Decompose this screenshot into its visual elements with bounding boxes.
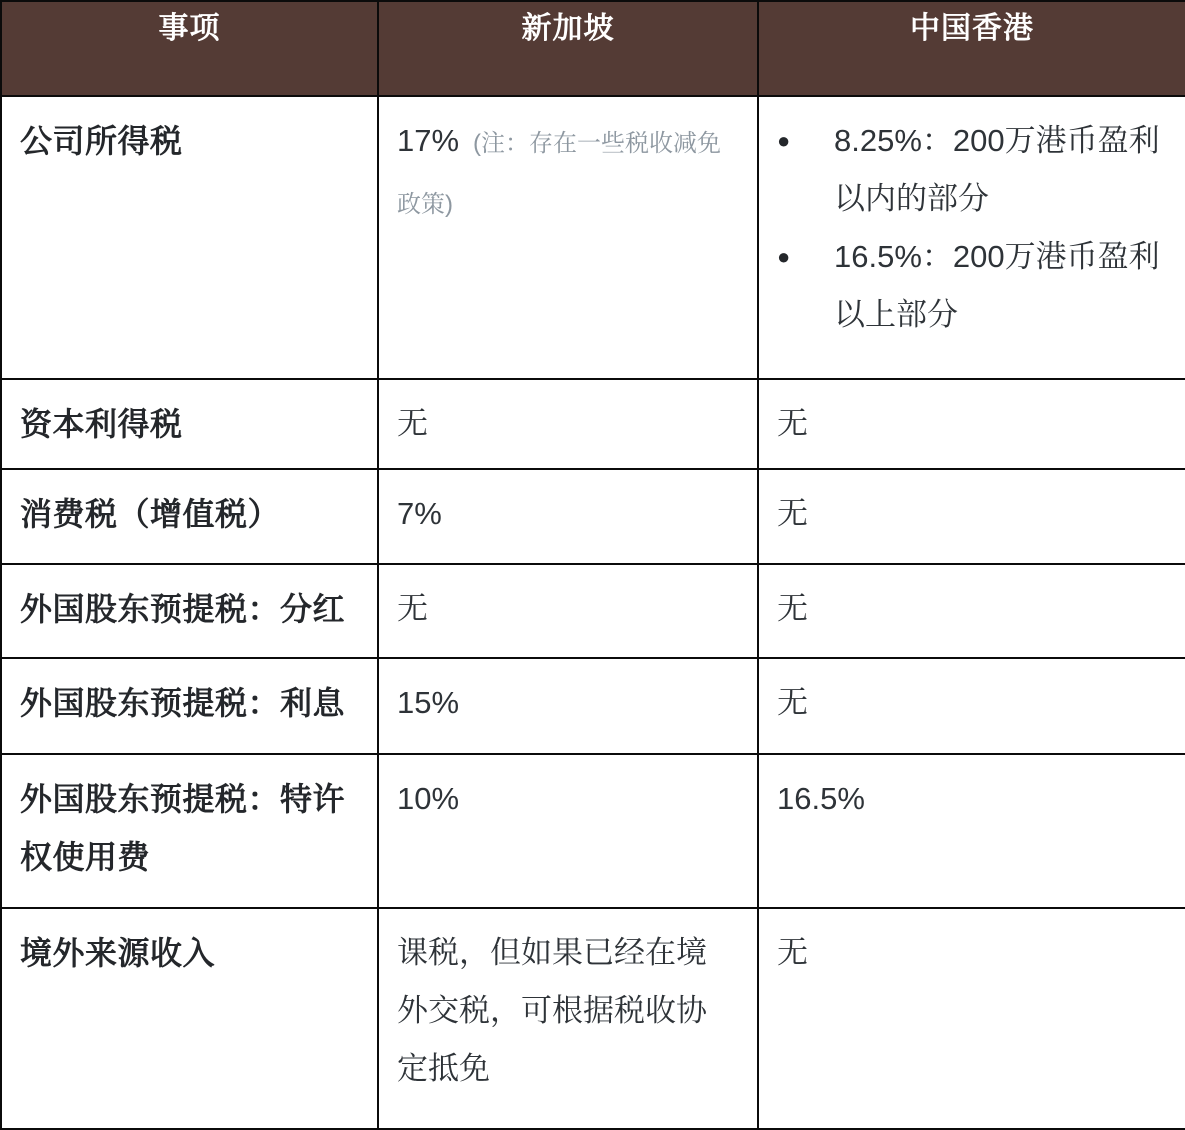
singapore-cell: 7% xyxy=(378,469,758,564)
hongkong-cell: 无 xyxy=(758,564,1185,658)
hongkong-cell: 无 xyxy=(758,469,1185,564)
hongkong-cell: 无 xyxy=(758,658,1185,754)
column-header-hongkong: 中国香港 xyxy=(758,1,1185,96)
singapore-cell xyxy=(378,96,758,379)
table-row-capital-gains-tax xyxy=(1,379,1185,469)
bullet-icon: ● xyxy=(777,244,791,269)
singapore-cell: 15% xyxy=(378,658,758,754)
table-row-withholding-dividends xyxy=(1,564,1185,658)
column-header-singapore: 新加坡 xyxy=(378,1,758,96)
bullet-item xyxy=(777,112,1163,228)
rate-value: 17% xyxy=(397,123,460,158)
column-header-item: 事项 xyxy=(1,1,378,96)
table-row-withholding-royalties xyxy=(1,754,1185,908)
bullet-text: 8.25%：200万港币盈利以内的部分 xyxy=(834,123,1160,216)
row-label: 境外来源收入 xyxy=(1,908,378,1129)
singapore-cell: 无 xyxy=(378,564,758,658)
row-label: 资本利得税 xyxy=(1,379,378,469)
singapore-cell: 课税，但如果已经在境外交税，可根据税收协定抵免 xyxy=(378,908,758,1129)
singapore-cell: 无 xyxy=(378,379,758,469)
row-label: 公司所得税 xyxy=(1,96,378,379)
row-label: 外国股东预提税：分红 xyxy=(1,564,378,658)
header-row xyxy=(1,1,1185,96)
row-label: 外国股东预提税：利息 xyxy=(1,658,378,754)
hongkong-cell: 16.5% xyxy=(758,754,1185,908)
rate-note: (注：存在一些税收减免政策) xyxy=(397,130,722,218)
bullet-text: 16.5%：200万港币盈利以上部分 xyxy=(834,239,1160,332)
table-row-foreign-source-income xyxy=(1,908,1185,1129)
table-row-withholding-interest xyxy=(1,658,1185,754)
row-label: 消费税（增值税） xyxy=(1,469,378,564)
singapore-cell: 10% xyxy=(378,754,758,908)
bullet-item xyxy=(777,228,1163,344)
table-row-consumption-tax xyxy=(1,469,1185,564)
hongkong-cell: 无 xyxy=(758,379,1185,469)
table-row-corporate-income-tax xyxy=(1,96,1185,379)
hongkong-cell: 无 xyxy=(758,908,1185,1129)
bullet-icon: ● xyxy=(777,128,791,153)
row-label: 外国股东预提税：特许权使用费 xyxy=(1,754,378,908)
hongkong-cell xyxy=(758,96,1185,379)
